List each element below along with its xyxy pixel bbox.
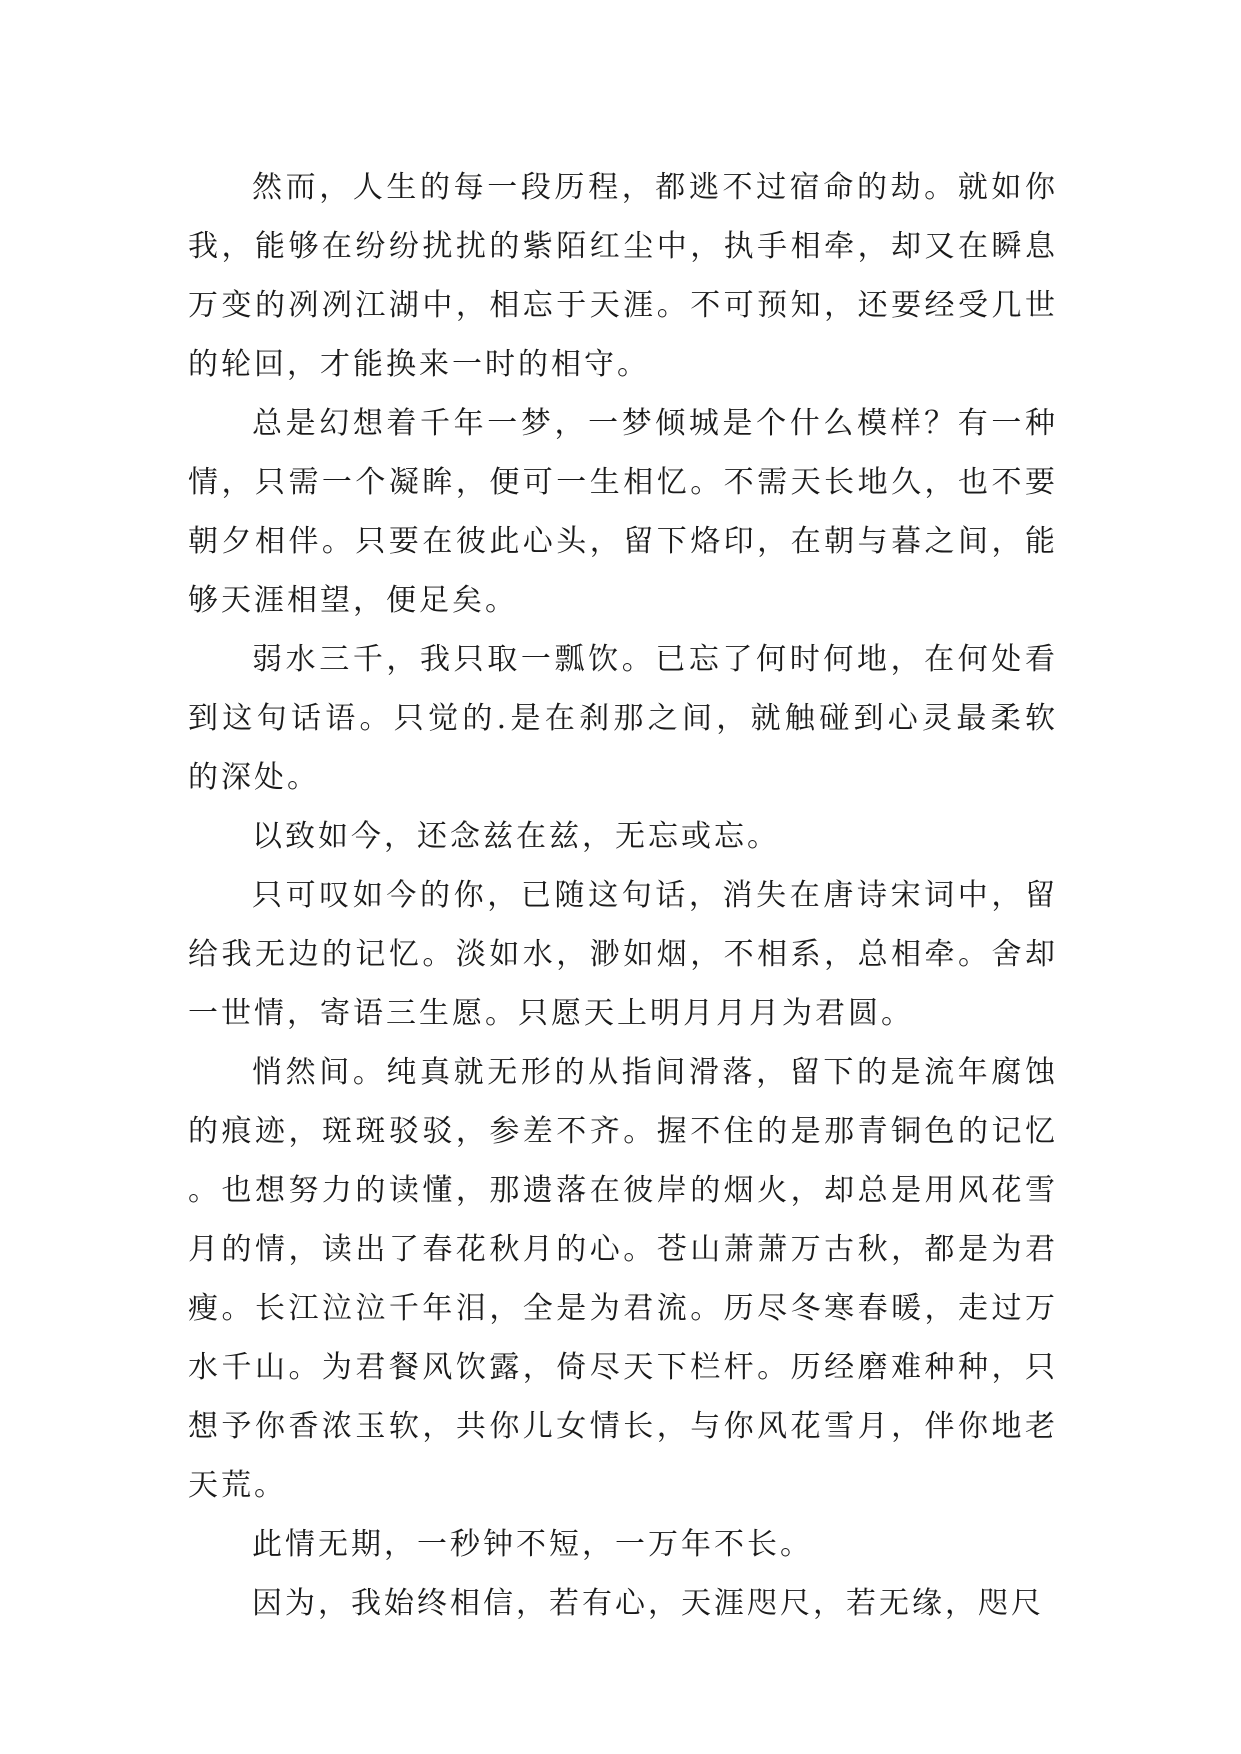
paragraph: 以致如今，还念兹在兹，无忘或忘。 — [252, 819, 780, 854]
paragraph: 总是幻想着千年一梦，一梦倾城是个什么模样？有一种情，只需一个凝眸，便可一生相忆。不需天长地久，也不要朝夕相伴。只要在彼此心头，留下烙印，在朝与暮之间，能够天涯相望，便足矣。 — [188, 406, 1058, 618]
article-body — [188, 158, 1058, 1633]
paragraph: 弱水三千，我只取一瓢饮。已忘了何时何地，在何处看到这句话语。只觉的.是在刹那之间，就触碰到心灵最柔软的深处。 — [188, 642, 1058, 795]
paragraph: 只可叹如今的你，已随这句话，消失在唐诗宋词中，留给我无边的记忆。淡如水，渺如烟，不相系，总相牵。舍却一世情，寄语三生愿。只愿天上明月月月为君圆。 — [188, 878, 1058, 1031]
paragraph: 因为，我始终相信，若有心，天涯咫尺，若无缘，咫尺 — [252, 1586, 1044, 1621]
paragraph: 此情无期，一秒钟不短，一万年不长。 — [252, 1527, 813, 1562]
paragraph: 然而，人生的每一段历程，都逃不过宿命的劫。就如你我，能够在纷纷扰扰的紫陌红尘中，执手相牵，却又在瞬息万变的冽冽江湖中，相忘于天涯。不可预知，还要经受几世的轮回，才能换来一时的相守。 — [188, 170, 1058, 382]
paragraph: 悄然间。纯真就无形的从指间滑落，留下的是流年腐蚀的痕迹，斑斑驳驳，参差不齐。握不住的是那青铜色的记忆。也想努力的读懂，那遗落在彼岸的烟火，却总是用风花雪月的情，读出了春花秋月的心。苍山萧萧万古秋，都是为君瘦。长江泣泣千年泪，全是为君流。历尽冬寒春暖，走过万水千山。为君餐风饮露，倚尽天下栏杆。历经磨难种种，只想予你香浓玉软，共你儿女情长，与你风花雪月，伴你地老天荒。 — [188, 1055, 1058, 1503]
